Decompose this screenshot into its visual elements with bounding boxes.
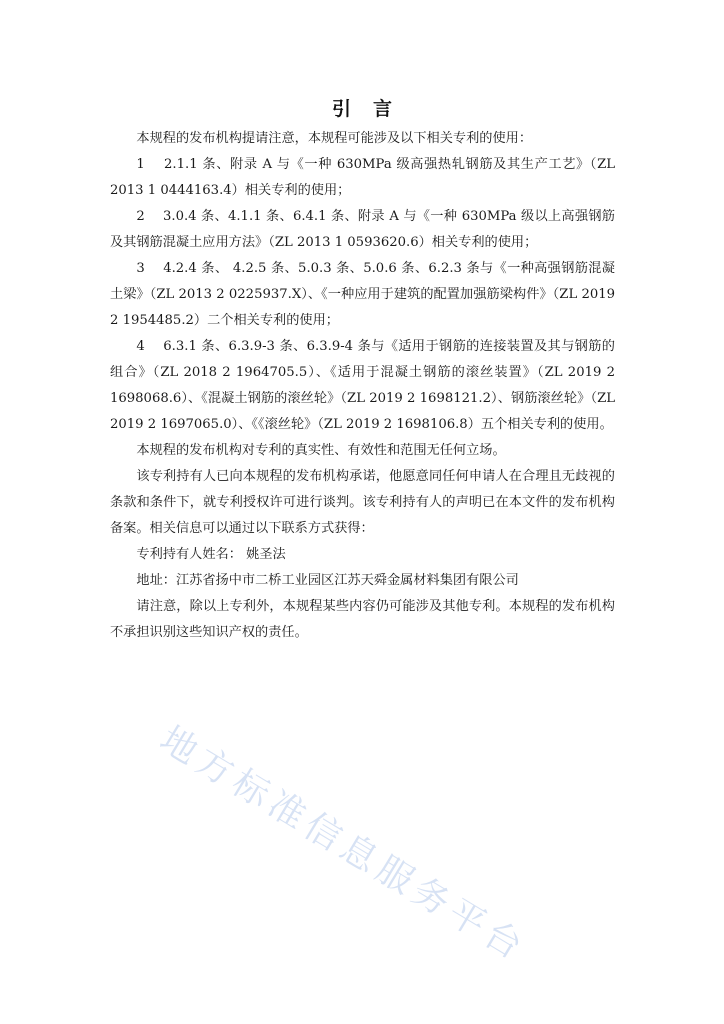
intro-paragraph: 本规程的发布机构提请注意，本规程可能涉及以下相关专利的使用： — [136, 131, 533, 146]
page-title: 引言 — [331, 98, 414, 120]
body-text — [110, 126, 615, 646]
holder-commitment: 该专利持有人已向本规程的发布机构承诺，他愿意同任何申请人在合理且无歧视的条款和条件下，就专利授权许可进行谈判。该专利持有人的声明已在本文件的发布机构备案。相关信息可以通过以下联系方式获得： — [110, 469, 615, 536]
disclaimer-paragraph: 请注意，除以上专利外，本规程某些内容仍可能涉及其他专利。本规程的发布机构不承担识别这些知识产权的责任。 — [110, 599, 615, 640]
patent-item-2: 2 3.0.4 条、4.1.1 条、6.4.1 条、附录 A 与《一种 630MPa 级以上高强钢筋及其钢筋混凝土应用方法》（ZL 2013 1 0593620.6）相关专利的使用； — [110, 209, 615, 250]
patent-item-3: 3 4.2.4 条、 4.2.5 条、5.0.3 条、5.0.6 条、6.2.3 条与《一种高强钢筋混凝土梁》（ZL 2013 2 0225937.X）、《一种应用于建筑的配置加强筋梁构件》（ZL 2019 2 1954485.2）二个相关专利的使用； — [110, 261, 615, 328]
patent-item-1: 1 2.1.1 条、附录 A 与《一种 630MPa 级高强热轧钢筋及其生产工艺》（ZL 2013 1 0444163.4）相关专利的使用； — [110, 157, 615, 198]
watermark: 地方标准信息服务平台 — [152, 718, 534, 971]
holder-name: 专利持有人姓名： 姚圣法 — [136, 547, 286, 562]
patent-item-4: 4 6.3.1 条、6.3.9-3 条、6.3.9-4 条与《适用于钢筋的连接装置及其与钢筋的组合》（ZL 2018 2 1964705.5）、《适用于混凝土钢筋的滚丝装置》（ZL 2019 2 1698068.6）、《混凝土钢筋的滚丝轮》（ZL 2019 2 1698121.2）、钢筋滚丝轮》（ZL 2019 2 1697065.0）、《《滚丝轮》（ZL 2019 2 1698106.8）五个相关专利的使用。 — [110, 339, 615, 432]
position-statement: 本规程的发布机构对专利的真实性、有效性和范围无任何立场。 — [136, 443, 506, 458]
holder-address: 地址：江苏省扬中市二桥工业园区江苏天舜金属材料集团有限公司 — [136, 573, 519, 588]
